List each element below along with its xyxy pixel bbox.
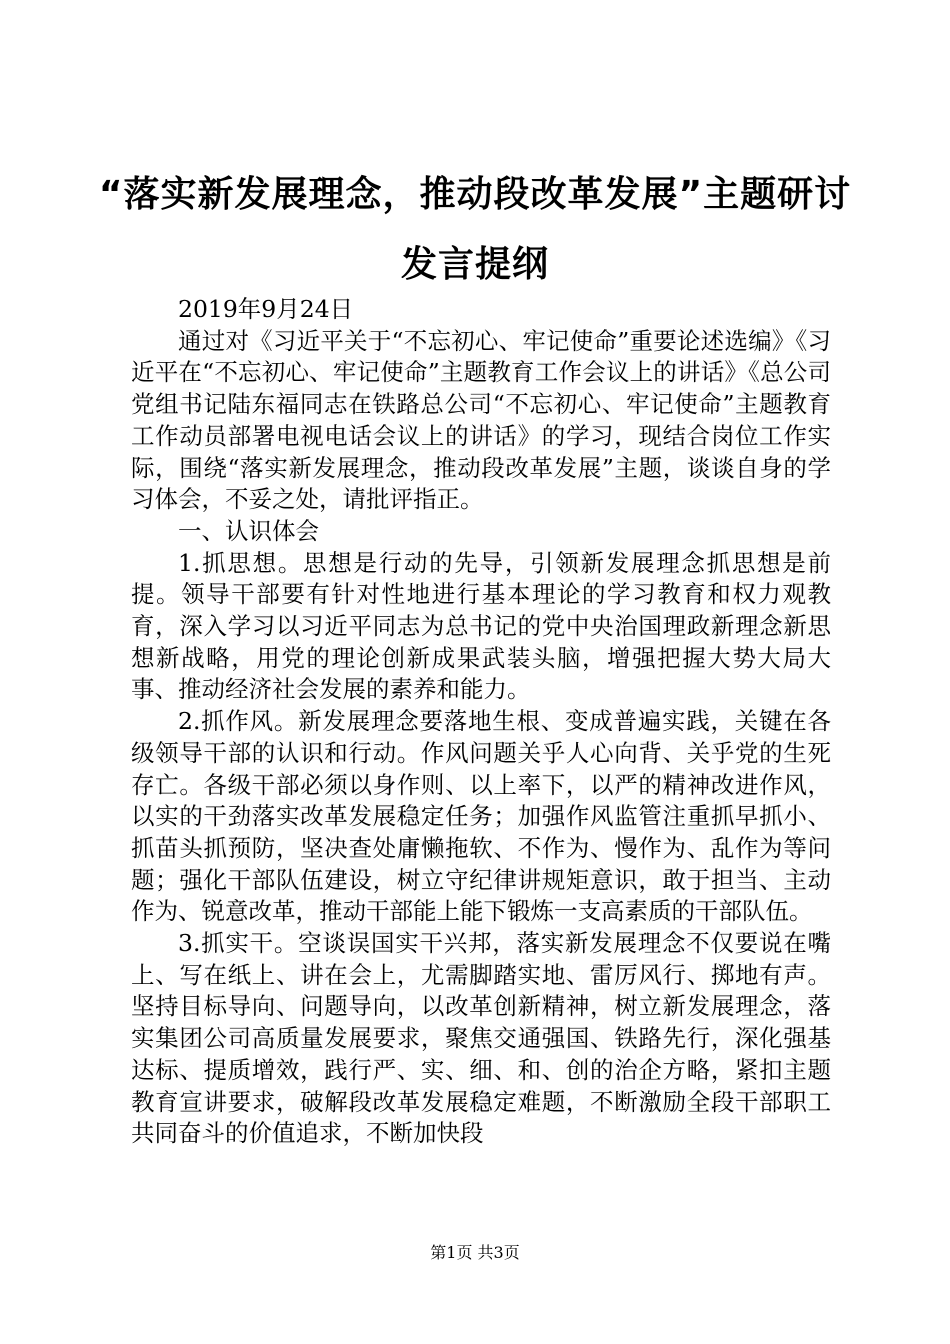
document-body: [131, 294, 831, 1150]
intro-paragraph: 通过对《习近平关于“不忘初心、牢记使命”重要论述选编》《习近平在“不忘初心、牢记使命”主题教育工作会议上的讲话》《总公司党组书记陆东福同志在铁路总公司“不忘初心、牢记使命”主题教育工作动员部署电视电话会议上的讲话》的学习，现结合岗位工作实际，围绕“落实新发展理念，推动段改革发展”主题，谈谈自身的学习体会，不妥之处，请批评指正。: [131, 326, 831, 514]
document-date: 2019年9月24日: [178, 295, 354, 323]
point-paragraph-1: 1.抓思想。思想是行动的先导，引领新发展理念抓思想是前提。领导干部要有针对性地进行基本理论的学习教育和权力观教育，深入学习以习近平同志为总书记的党中央治国理政新理念新思想新战略，用党的理论创新成果武装头脑，增强把握大势大局大事、推动经济社会发展的素养和能力。: [131, 548, 831, 704]
point-paragraph-2: 2.抓作风。新发展理念要落地生根、变成普遍实践，关键在各级领导干部的认识和行动。作风问题关乎人心向背、关乎党的生死存亡。各级干部必须以身作则、以上率下，以严的精神改进作风，以实的干劲落实改革发展稳定任务；加强作风监管注重抓早抓小、抓苗头抓预防，坚决查处庸懒拖软、不作为、慢作为、乱作为等问题；强化干部队伍建设，树立守纪律讲规矩意识，敢于担当、主动作为、锐意改革，推动干部能上能下锻炼一支高素质的干部队伍。: [131, 707, 831, 926]
document-title: “落实新发展理念，推动段改革发展”主题研讨发言提纲: [98, 174, 852, 285]
page-footer: 第1页 共3页: [430, 1243, 520, 1262]
section-heading: 一、认识体会: [178, 516, 319, 545]
point-paragraph-3: 3.抓实干。空谈误国实干兴邦，落实新发展理念不仅要说在嘴上、写在纸上、讲在会上，尤需脚踏实地、雷厉风行、掷地有声。坚持目标导向、问题导向，以改革创新精神，树立新发展理念，落实集团公司高质量发展要求，聚焦交通强国、铁路先行，深化强基达标、提质增效，践行严、实、细、和、创的治企方略，紧扣主题教育宣讲要求，破解段改革发展稳定难题，不断激励全段干部职工共同奋斗的价值追求，不断加快段: [131, 929, 831, 1148]
